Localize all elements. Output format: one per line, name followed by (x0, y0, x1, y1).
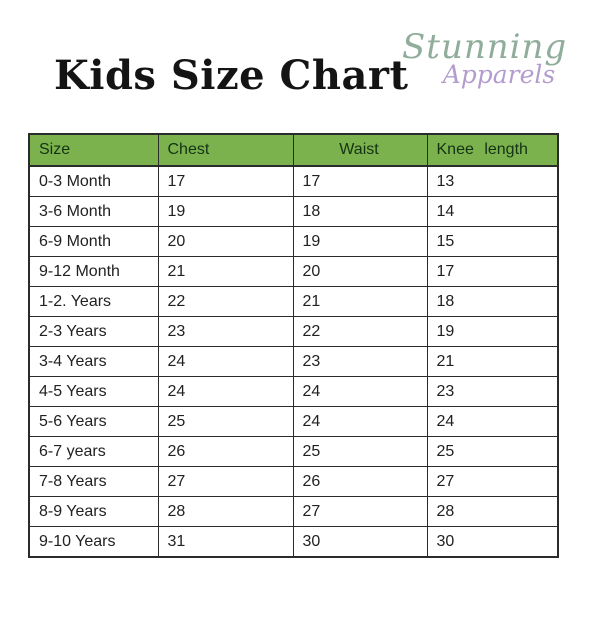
table-row (29, 197, 558, 227)
size-cell: 3-4 Years (29, 347, 158, 377)
size-cell: 9-10 Years (29, 527, 158, 558)
size-table-body (29, 166, 558, 557)
table-row (29, 377, 558, 407)
table-row (29, 527, 558, 558)
chest-cell: 22 (158, 287, 293, 317)
table-row (29, 347, 558, 377)
knee-length-cell: 23 (427, 377, 558, 407)
waist-cell: 20 (293, 257, 427, 287)
size-cell: 8-9 Years (29, 497, 158, 527)
chest-cell: 27 (158, 467, 293, 497)
chest-cell: 31 (158, 527, 293, 558)
table-row (29, 257, 558, 287)
waist-cell: 23 (293, 347, 427, 377)
size-cell: 1-2. Years (29, 287, 158, 317)
logo-word-apparels: Apparels (442, 60, 556, 89)
chest-cell: 21 (158, 257, 293, 287)
knee-length-cell: 13 (427, 166, 558, 197)
table-row (29, 467, 558, 497)
chest-cell: 28 (158, 497, 293, 527)
table-row (29, 227, 558, 257)
chest-cell: 20 (158, 227, 293, 257)
size-cell: 9-12 Month (29, 257, 158, 287)
table-row (29, 317, 558, 347)
size-cell: 6-9 Month (29, 227, 158, 257)
waist-cell: 18 (293, 197, 427, 227)
waist-cell: 21 (293, 287, 427, 317)
waist-cell: 24 (293, 377, 427, 407)
waist-cell: 19 (293, 227, 427, 257)
table-row (29, 497, 558, 527)
size-cell: 0-3 Month (29, 166, 158, 197)
column-header-chest: Chest (158, 134, 293, 166)
chest-cell: 23 (158, 317, 293, 347)
knee-length-cell: 14 (427, 197, 558, 227)
chest-cell: 25 (158, 407, 293, 437)
chest-cell: 19 (158, 197, 293, 227)
knee-length-cell: 15 (427, 227, 558, 257)
chest-cell: 26 (158, 437, 293, 467)
chest-cell: 24 (158, 377, 293, 407)
waist-cell: 17 (293, 166, 427, 197)
waist-cell: 25 (293, 437, 427, 467)
knee-length-cell: 19 (427, 317, 558, 347)
knee-length-cell: 25 (427, 437, 558, 467)
table-row (29, 287, 558, 317)
size-cell: 4-5 Years (29, 377, 158, 407)
waist-cell: 22 (293, 317, 427, 347)
size-cell: 2-3 Years (29, 317, 158, 347)
logo-word-stunning: Stunning (402, 27, 568, 67)
column-header-size: Size (29, 134, 158, 166)
brand-logo (402, 27, 568, 89)
size-cell: 5-6 Years (29, 407, 158, 437)
waist-cell: 30 (293, 527, 427, 558)
waist-cell: 26 (293, 467, 427, 497)
knee-length-cell: 28 (427, 497, 558, 527)
header-row (29, 134, 558, 166)
waist-cell: 27 (293, 497, 427, 527)
table-row (29, 437, 558, 467)
column-header-waist: Waist (293, 134, 427, 166)
table-row (29, 166, 558, 197)
size-cell: 3-6 Month (29, 197, 158, 227)
knee-length-cell: 27 (427, 467, 558, 497)
size-cell: 7-8 Years (29, 467, 158, 497)
knee-length-cell: 17 (427, 257, 558, 287)
knee-length-cell: 30 (427, 527, 558, 558)
waist-cell: 24 (293, 407, 427, 437)
knee-length-cell: 24 (427, 407, 558, 437)
size-cell: 6-7 years (29, 437, 158, 467)
chest-cell: 17 (158, 166, 293, 197)
knee-length-cell: 21 (427, 347, 558, 377)
size-table-header (29, 134, 558, 166)
page-title: Kids Size Chart (54, 52, 409, 99)
chest-cell: 24 (158, 347, 293, 377)
table-row (29, 407, 558, 437)
column-header-knee-length: Knee length (427, 134, 558, 166)
knee-length-cell: 18 (427, 287, 558, 317)
kids-size-table (28, 133, 559, 558)
